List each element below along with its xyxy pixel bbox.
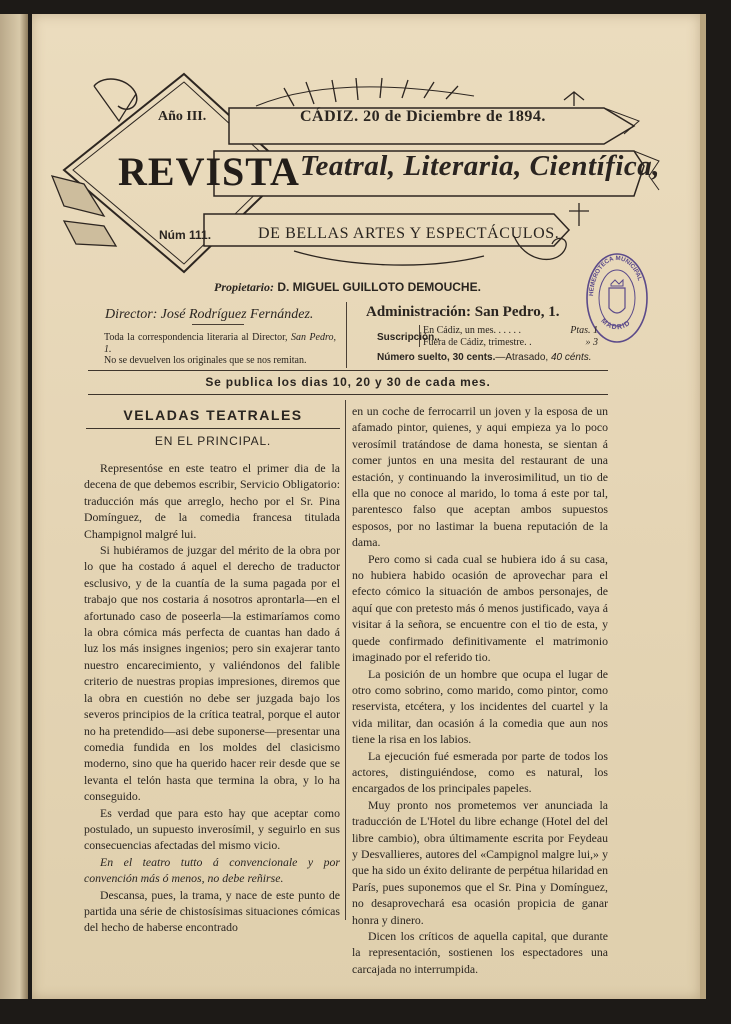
back-issue-label: —Atrasado, xyxy=(495,352,549,363)
issue-number: Núm 111. xyxy=(159,228,212,242)
correspondence-note xyxy=(104,332,336,367)
svg-text:HEMEROTECA MUNICIPAL xyxy=(588,255,643,296)
divider xyxy=(192,324,244,325)
page-edge-right xyxy=(700,14,706,999)
correspondence-address: San Pedro, 1. xyxy=(104,332,336,355)
article-title: VELADAS TEATRALES xyxy=(123,407,303,423)
administration-line: Administración: San Pedro, 1. xyxy=(366,304,560,320)
paragraph: Pero como si cada cual se hubiera ido á su casa, no hubiera habido ocasión de aprovechar para el efecto cómico la situación de ambos personajes, de aquí que con pretesto más ó menos justificado, vaya á visitar á la señora, se encuentre con el tio de esta, y quede confirmado definitivamente el matrimonio imaginado por el referido tio. xyxy=(352,551,608,665)
director-name: José Rodríguez Fernández. xyxy=(160,307,314,322)
publication-title: REVISTA xyxy=(118,149,300,194)
paragraph: Muy pronto nos prometemos ver anunciada la traducción de L'Hotel du libre echange (Hotel del del libre cambio), obra últimamente escrita por Feydeau y Desvallieres, autores del «Campignol malgre lui,» y que ha sido un éxito delirante de perpétua hilaridad en París, pues suponemos que el Sr. Pina y Domínguez, no desaprovechará esa ocasión propicia de ganar honra y dinero. xyxy=(352,797,608,927)
publication-schedule: Se publica los dias 10, 20 y 30 de cada mes. xyxy=(205,375,491,389)
divider xyxy=(88,394,608,395)
correspondence-text: Toda la correspondencia literaria al Director, xyxy=(104,332,288,343)
subscription-label: Suscripción.. xyxy=(377,332,440,343)
paragraph: en un coche de ferrocarril un joven y la esposa de un afamado pintor, quienes, y aqui empieza ya lo poco verosímil tratándose de dama honesta, se sientan á comer juntos en una mesita del restaurant de una estación, y continuando la inverosimilitud, un tio de ella que no conoce al marido, lo toma á este por tal, parentesco falso que aceptan ambos supuestos esposos, por no lastimar la buena reputación de la dama. xyxy=(352,404,608,550)
subscription-rates xyxy=(423,325,598,349)
paragraph: Dicen los críticos de aquella capital, que durante la representación, sostienen los espectadores una carcajada no interrumpida. xyxy=(352,929,608,976)
publication-subtitle-2: DE BELLAS ARTES Y ESPECTÁCULOS. xyxy=(258,225,560,242)
rate-label: Fuera de Cádiz, trimestre. . xyxy=(423,337,532,348)
single-price: Número suelto, 30 cents. xyxy=(377,352,496,363)
divider xyxy=(86,428,340,429)
article-column-1 xyxy=(84,460,340,936)
issue-date: CÁDIZ. 20 de Diciembre de 1894. xyxy=(300,108,546,125)
column-divider xyxy=(345,400,346,920)
proprietor-name: D. MIGUEL GUILLOTO DEMOUCHE. xyxy=(277,280,481,294)
proprietor-label: Propietario: xyxy=(214,280,274,294)
svg-text:MADRID xyxy=(599,318,632,332)
back-issue-price: 40 cénts. xyxy=(550,352,592,363)
paragraph: Representóse en este teatro el primer dia de la decena de que debemos escribir, Servicio Obligatorio: traducción más que arreglo, hecho por el Sr. Pina Domínguez, de la comedia francesa titulada Champignol malgré lui. xyxy=(84,461,340,541)
proprietor-line xyxy=(214,280,481,295)
stamp-text-top: HEMEROTECA MUNICIPAL xyxy=(587,254,644,297)
paragraph: Descansa, pues, la trama, y nace de este punto de partida una série de chistosísimas situaciones cómicas del hecho de haberse encontrado xyxy=(84,887,340,935)
rate-value: Ptas. 1 xyxy=(570,325,598,336)
rate-label: En Cádiz, un mes. . . . . . xyxy=(423,325,522,336)
paragraph: En el teatro tutto á convencionale y por convención más ó menos, no debe reñirse. xyxy=(84,854,340,886)
divider xyxy=(88,370,608,371)
article-column-2 xyxy=(352,403,608,977)
publication-subtitle: Teatral, Literaria, Científica, xyxy=(300,150,661,182)
single-issue-price xyxy=(377,352,592,363)
issue-year: Año III. xyxy=(158,109,207,124)
facing-page-edge xyxy=(0,14,28,999)
paragraph: Si hubiéramos de juzgar del mérito de la obra por lo que ha costado á aquel el derecho de traductor esclusivo, y de la cuantía de la suma pagada por el trabajo que nos costaria á nosotros aprontarla—en el afortunado caso de poseerla—la estimaríamos como la obra cómica más perfecta de cuantas han dado á luz los más insignes ingenios; pero sin exajerar tanto nuestro encarecimiento, y valiéndonos del falible criterio de nuestras propias impresiones, diremos que la obra en cuestión no debe ser juzgada bajo los severos principios de la crítica teatral, porque el autor no ha pretendido—asi debe suponerse—presentar una comedia fundida en los moldes del clasicismo moderno, sino que ha querido hacer reir desde que se levanta el telón hasta que termina la obra, y lo ha conseguido. xyxy=(84,543,340,804)
director-line xyxy=(105,306,313,323)
article-subtitle: EN EL PRINCIPAL. xyxy=(154,434,272,448)
director-label: Director: xyxy=(105,307,158,322)
paragraph: Es verdad que para esto hay que aceptar como postulado, un supuesto inverosímil, y seguirlo en sus consecuencias afectadas del mismo vicio. xyxy=(84,805,340,853)
paragraph: La ejecución fué esmerada por parte de todos los actores, distinguiéndose, como es natural, los encargados de los principales papeles. xyxy=(352,748,608,796)
stamp-text-bottom: MADRID xyxy=(599,317,633,332)
paragraph: La posición de un hombre que ocupa el lugar de otro como sobrino, como marido, como pintor, como reservista, etcétera, y los incidentes del cuartel y la vida militar, dan ocasión á la comedia que aun nos tiene la risa en los labios. xyxy=(352,666,608,747)
rate-value: » 3 xyxy=(585,337,598,348)
originals-note: No se devuelven los originales que se nos remitan. xyxy=(104,355,307,366)
divider xyxy=(346,302,347,368)
brace xyxy=(419,325,420,347)
